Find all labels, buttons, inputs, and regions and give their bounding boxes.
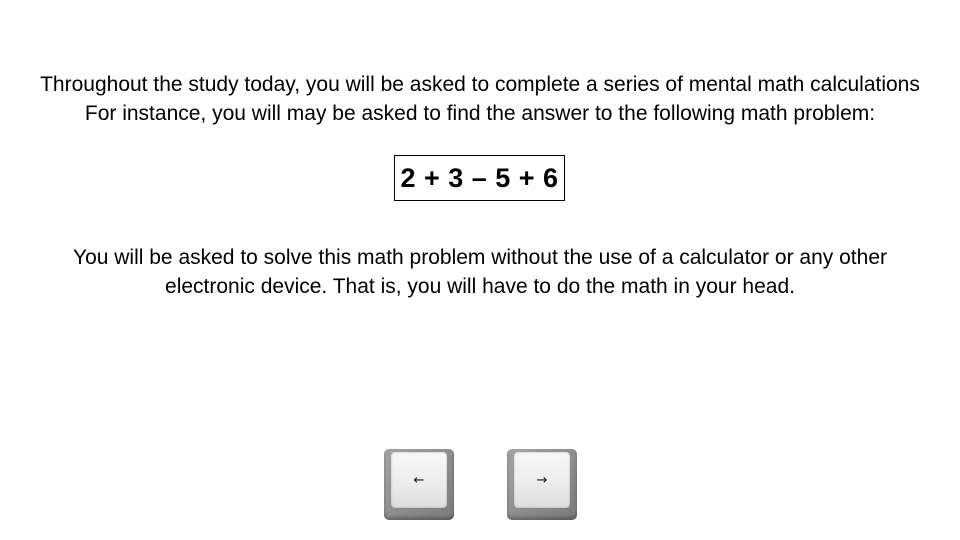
instructions-line-1: You will be asked to solve this math problem without the use of a calculator or any other bbox=[72, 246, 887, 269]
back-key-button[interactable] bbox=[384, 449, 454, 520]
right-arrow-icon: → bbox=[536, 472, 548, 488]
intro-line-1: Throughout the study today, you will be asked to complete a series of mental math calculations bbox=[40, 73, 920, 96]
next-key-cap bbox=[514, 452, 570, 508]
intro-line-2: For instance, you will may be asked to find the answer to the following math problem: bbox=[84, 102, 876, 125]
next-key-button[interactable] bbox=[507, 449, 577, 520]
instructions-text bbox=[40, 243, 920, 301]
back-key-cap bbox=[391, 452, 447, 508]
intro-text bbox=[0, 70, 960, 128]
instructions-line-2: electronic device. That is, you will have to do the math in your head. bbox=[165, 275, 795, 298]
left-arrow-icon: ← bbox=[413, 472, 425, 488]
example-math-problem: 2 + 3 – 5 + 6 bbox=[394, 155, 565, 201]
